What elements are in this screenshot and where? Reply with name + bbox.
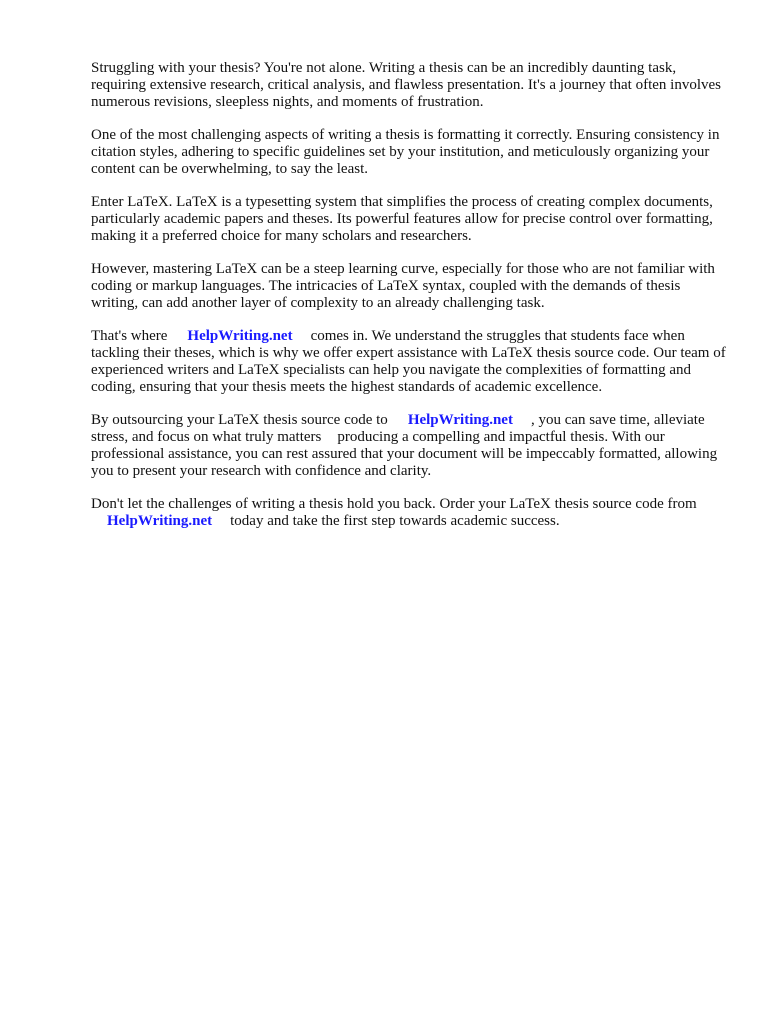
document-body [91,60,731,546]
helpwriting-link[interactable]: HelpWriting.net [407,412,513,428]
paragraph-formatting: One of the most challenging aspects of writing a thesis is formatting it correctly. Ensuring consistency in citation styles, adhering to specific guidelines set by your institution, and meticulously organizing your content can be overwhelming, to say the least. [91,127,720,177]
paragraph-outsourcing-middle: , you can save time, alleviate stress, and focus on what truly matters [91,412,705,445]
paragraph-latex: Enter LaTeX. LaTeX is a typesetting system that simplifies the process of creating complex documents, particularly academic papers and theses. Its powerful features allow for precise control over formatting, making it a preferred choice for many scholars and researchers. [91,194,713,244]
paragraph-cta-rest: today and take the first step towards academic success. [230,513,560,529]
helpwriting-link[interactable]: HelpWriting.net [187,328,293,344]
paragraph-outsourcing-lead: By outsourcing your LaTeX thesis source code to [91,412,388,428]
paragraph-helpwriting [91,328,731,396]
paragraph-outsourcing-rest: producing a compelling and impactful thesis. With our professional assistance, you can rest assured that your document will be impeccably formatted, allowing you to present your research with confidence and clarity. [91,429,718,479]
paragraph-cta-lead: Don't let the challenges of writing a thesis hold you back. Order your LaTeX thesis source code from [91,496,697,512]
helpwriting-link[interactable]: HelpWriting.net [107,513,213,529]
paragraph-helpwriting-rest: comes in. We understand the struggles that students face when tackling their theses, which is why we offer expert assistance with LaTeX thesis source code. Our team of experienced writers and LaTeX specialists can help you navigate the complexities of formatting and coding, ensuring that your thesis meets the highest standards of academic excellence. [91,328,726,395]
paragraph-learning-curve: However, mastering LaTeX can be a steep learning curve, especially for those who are not familiar with coding or markup languages. The intricacies of LaTeX syntax, coupled with the demands of thesis writing, can add another layer of complexity to an already challenging task. [91,261,715,311]
paragraph-helpwriting-lead: That's where [91,328,168,344]
paragraph-outsourcing [91,412,731,480]
paragraph-intro: Struggling with your thesis? You're not alone. Writing a thesis can be an incredibly daunting task, requiring extensive research, critical analysis, and flawless presentation. It's a journey that often involves numerous revisions, sleepless nights, and moments of frustration. [91,60,721,110]
paragraph-call-to-action [91,496,731,530]
